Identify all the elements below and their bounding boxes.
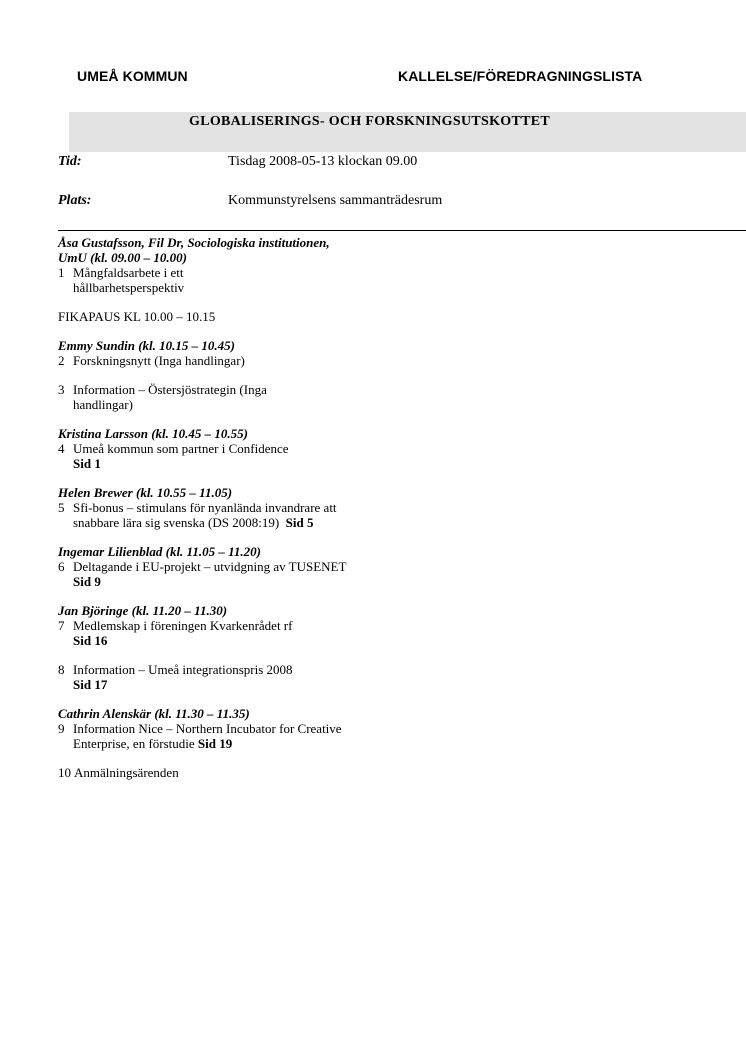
item-number: 6 xyxy=(58,559,65,574)
item-number: 5 xyxy=(58,500,65,515)
item-text: Deltagande i EU-projekt – utvidgning av TUSENET xyxy=(73,559,347,574)
agenda-item xyxy=(58,382,388,412)
agenda-item xyxy=(58,500,388,530)
item-number: 7 xyxy=(58,618,65,633)
committee-title: GLOBALISERINGS- OCH FORSKNINGSUTSKOTTET xyxy=(189,114,551,129)
item-number: 2 xyxy=(58,353,65,368)
item-number: 10 xyxy=(58,765,71,780)
agenda-item xyxy=(58,353,388,368)
item-text: Information – Umeå integrationspris 2008 xyxy=(73,662,293,677)
agenda-item xyxy=(58,559,388,589)
agenda-item xyxy=(58,265,388,295)
item-text: Mångfaldsarbete i ett hållbarhetsperspektiv xyxy=(73,265,185,295)
item-number: 9 xyxy=(58,721,65,736)
page-reference: Sid 17 xyxy=(73,677,108,692)
item-number: 1 xyxy=(58,265,65,280)
item-number: 3 xyxy=(58,382,65,397)
agenda-item xyxy=(58,441,388,471)
time-label: Tid: xyxy=(58,154,82,169)
presenter-heading: Kristina Larsson (kl. 10.45 – 10.55) xyxy=(58,426,248,441)
presenter-heading: Emmy Sundin (kl. 10.15 – 10.45) xyxy=(58,338,235,353)
item-text: Umeå kommun som partner i Confidence xyxy=(73,441,289,456)
organization-name: UMEÅ KOMMUN xyxy=(77,68,188,84)
item-text: Information Nice – Northern Incubator for Creative Enterprise, en förstudie xyxy=(73,721,342,751)
agenda-item xyxy=(58,662,388,692)
item-number: 8 xyxy=(58,662,65,677)
page-reference: Sid 19 xyxy=(197,736,233,751)
time-value: Tisdag 2008-05-13 klockan 09.00 xyxy=(228,154,418,169)
presenter-heading: Helen Brewer (kl. 10.55 – 11.05) xyxy=(58,485,233,500)
item-text: Anmälningsärenden xyxy=(74,765,179,780)
document-type: KALLELSE/FÖREDRAGNINGSLISTA xyxy=(398,68,643,84)
place-label: Plats: xyxy=(58,193,92,208)
place-value: Kommunstyrelsens sammanträdesrum xyxy=(228,193,443,208)
agenda-item xyxy=(58,721,388,751)
page-reference: Sid 16 xyxy=(73,633,108,648)
committee-banner xyxy=(69,112,746,152)
coffee-break: FIKAPAUS KL 10.00 – 10.15 xyxy=(58,309,216,324)
divider-line xyxy=(58,230,746,231)
presenter-heading: Ingemar Lilienblad (kl. 11.05 – 11.20) xyxy=(58,544,261,559)
item-number: 4 xyxy=(58,441,65,456)
page-reference: Sid 1 xyxy=(73,456,101,471)
item-text: Information – Östersjöstrategin (Inga handlingar) xyxy=(73,382,267,412)
item-text: Forskningsnytt (Inga handlingar) xyxy=(73,353,245,368)
presenter-heading: Cathrin Alenskär (kl. 11.30 – 11.35) xyxy=(58,706,250,721)
item-text: Sfi-bonus – stimulans för nyanlända invandrare att snabbare lära sig svenska (DS 2008:19) xyxy=(73,500,337,530)
agenda-list xyxy=(58,235,388,780)
agenda-item xyxy=(58,618,388,648)
presenter-heading: Jan Björinge (kl. 11.20 – 11.30) xyxy=(58,603,228,618)
page-reference: Sid 5 xyxy=(285,515,314,530)
item-text: Medlemskap i föreningen Kvarkenrådet rf xyxy=(73,618,293,633)
presenter-heading: Åsa Gustafsson, Fil Dr, Sociologiska institutionen, UmU (kl. 09.00 – 10.00) xyxy=(58,235,330,265)
agenda-item xyxy=(58,765,388,780)
page-reference: Sid 9 xyxy=(73,574,101,589)
